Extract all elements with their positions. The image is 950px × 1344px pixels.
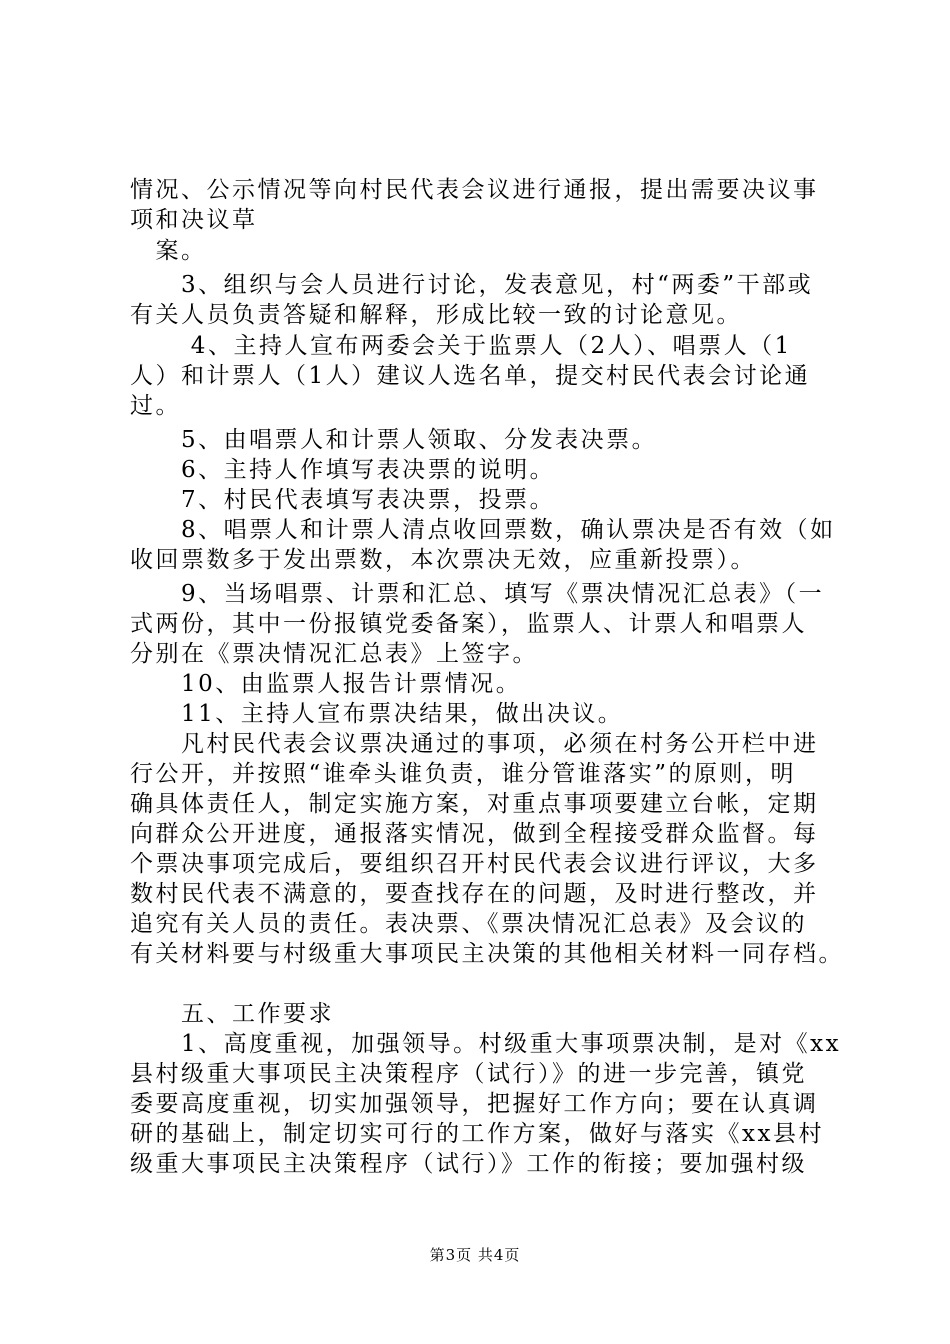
text-line: 项和决议草 [130,207,258,233]
text-line: 个票决事项完成后，要组织召开村民代表会议进行评议，大多 [130,851,819,877]
text-line: 5、由唱票人和计票人领取、分发表决票。 [130,427,658,453]
text-line: 情况、公示情况等向村民代表会议进行通报，提出需要决议事 [130,177,819,203]
page-number: 第3页 共4页 [429,1246,521,1264]
text-line: 委要高度重视，切实加强领导，把握好工作方向；要在认真调 [130,1091,819,1117]
text-line: 确具体责任人，制定实施方案，对重点事项要建立台帐，定期 [130,791,819,817]
text-line: 行公开，并按照“谁牵头谁负责，谁分管谁落实”的原则，明 [130,761,797,787]
text-line: 11、主持人宣布票决结果，做出决议。 [130,701,624,727]
text-line: 6、主持人作填写表决票的说明。 [130,457,556,483]
text-line: 1、高度重视，加强领导。村级重大事项票决制，是对《xx [130,1031,842,1057]
text-line: 3、组织与会人员进行讨论，发表意见，村“两委”干部或 [130,272,814,298]
text-line: 人）和计票人（1人）建议人选名单，提交村民代表会讨论通 [130,363,811,389]
text-line: 分别在《票决情况汇总表》上签字。 [130,641,538,667]
text-line: 7、村民代表填写表决票，投票。 [130,487,556,513]
text-line: 县村级重大事项民主决策程序（试行）》的进一步完善，镇党 [130,1061,807,1087]
text-line: 有关材料要与村级重大事项民主决策的其他相关材料一同存档。 [130,941,844,967]
text-line: 10、由监票人报告计票情况。 [130,671,522,697]
text-line: 研的基础上，制定切实可行的工作方案，做好与落实《xx县村 [130,1121,824,1147]
text-line: 9、当场唱票、计票和汇总、填写《票决情况汇总表》（一 [130,581,825,607]
text-line: 式两份，其中一份报镇党委备案），监票人、计票人和唱票人 [130,611,807,637]
text-line: 追究有关人员的责任。表决票、《票决情况汇总表》及会议的 [130,911,807,937]
text-line: 8、唱票人和计票人清点收回票数，确认票决是否有效（如 [130,517,836,543]
text-line: 过。 [130,393,181,419]
text-line: 收回票数多于发出票数，本次票决无效，应重新投票）。 [130,547,756,573]
section-heading: 五、工作要求 [130,1001,334,1027]
text-line: 有关人员负责答疑和解释，形成比较一致的讨论意见。 [130,302,742,328]
text-line: 数村民代表不满意的，要查找存在的问题，及时进行整改，并 [130,881,819,907]
text-line: 凡村民代表会议票决通过的事项，必须在村务公开栏中进 [130,731,819,757]
text-line: 4、主持人宣布两委会关于监票人（2人）、唱票人（1 [130,333,792,359]
text-line: 级重大事项民主决策程序（试行）》工作的衔接；要加强村级 [130,1151,807,1177]
text-line: 向群众公开进度，通报落实情况，做到全程接受群众监督。每 [130,821,819,847]
text-line: 案。 [130,238,207,264]
